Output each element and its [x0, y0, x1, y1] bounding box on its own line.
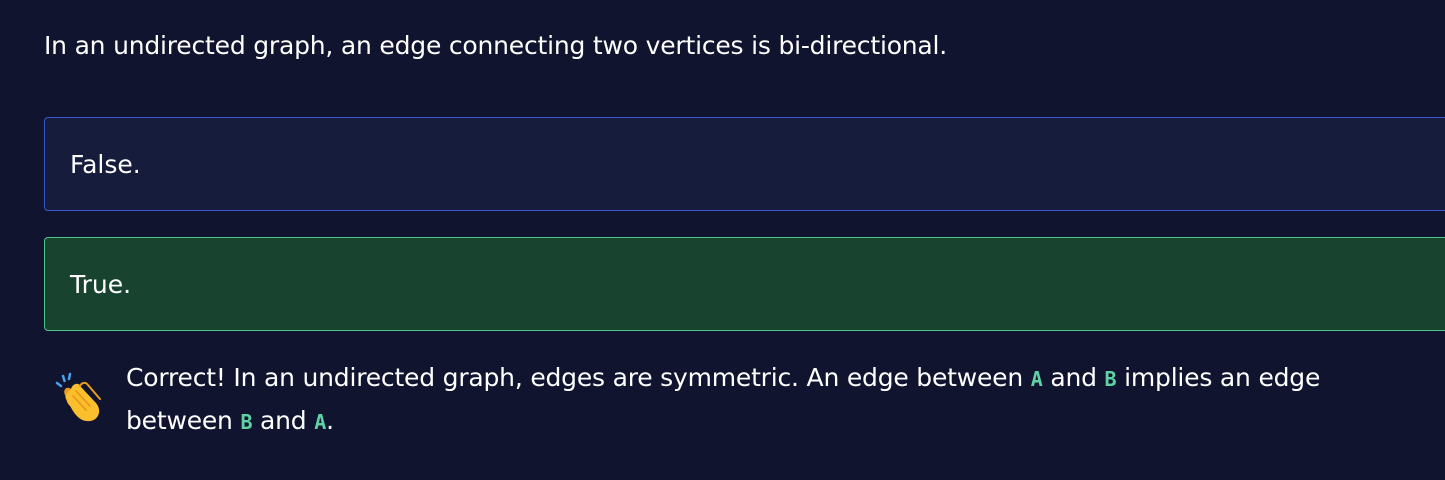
- code-a: A: [1030, 367, 1043, 391]
- code-b-2: B: [240, 410, 253, 434]
- code-a-2: A: [314, 410, 327, 434]
- feedback-text: [126, 357, 1386, 443]
- option-true[interactable]: [44, 237, 1445, 331]
- option-false[interactable]: [44, 117, 1445, 211]
- feedback-part-4: and: [252, 406, 315, 435]
- feedback-part-3: implies an edge between: [126, 363, 1321, 435]
- code-b: B: [1104, 367, 1117, 391]
- question-text: In an undirected graph, an edge connecting two vertices is bi-directional.: [44, 31, 948, 60]
- option-false-label: False.: [70, 149, 141, 179]
- feedback-part-2: and: [1042, 363, 1105, 392]
- feedback-part-5: .: [326, 406, 334, 435]
- feedback-part-1: Correct! In an undirected graph, edges are symmetric. An edge between: [126, 363, 1031, 392]
- clapping-hands-icon: [52, 365, 112, 425]
- option-true-label: True.: [70, 269, 132, 299]
